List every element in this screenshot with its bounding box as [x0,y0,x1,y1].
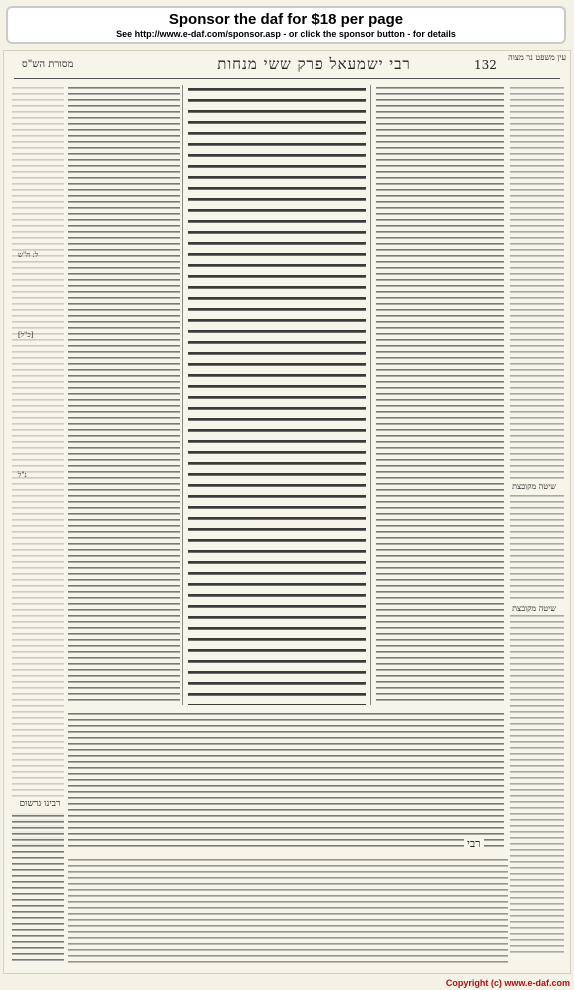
copyright-link[interactable]: Copyright (c) www.e-daf.com [445,978,570,988]
rabbeinu-gershom-column [12,813,64,963]
margin-note-3: נ"ל [18,471,27,479]
right-commentary-column [376,85,504,705]
sponsor-title[interactable]: Sponsor the daf for $18 per page [168,11,404,28]
main-text-column [188,85,366,705]
left-header: מסורת הש"ס [22,59,74,70]
sponsor-banner[interactable] [6,6,566,44]
chapter-title: רבי ישמעאל פרק ששי מנחות [217,55,411,73]
rabbeinu-gershom-label: רבינו גרשום [12,797,68,810]
right-margin-label: שיטה מקובצת [504,481,564,492]
header-rule [14,78,560,79]
right-margin-label-2: שיטה מקובצת [504,603,564,614]
gutter-right [370,85,371,705]
lower-commentary-block [68,711,504,851]
gutter-left [182,85,183,705]
left-commentary-column [68,85,180,705]
left-margin-column [12,85,64,845]
sponsor-subtitle[interactable]: See http://www.e-daf.com/sponsor.asp - or click the sponsor button - for details [116,29,456,39]
margin-note-1: ל: ח"ש [18,251,39,259]
bottom-opening-word: רבי [464,837,484,850]
page-number: 132 [474,58,497,72]
footnotes-block [68,857,508,963]
right-header-note: עין משפט נר מצוה [508,53,566,62]
page-header [4,53,570,79]
right-margin-column [510,85,564,955]
margin-note-2: [כ"ל] [18,331,34,339]
talmud-page-scan [3,50,571,974]
